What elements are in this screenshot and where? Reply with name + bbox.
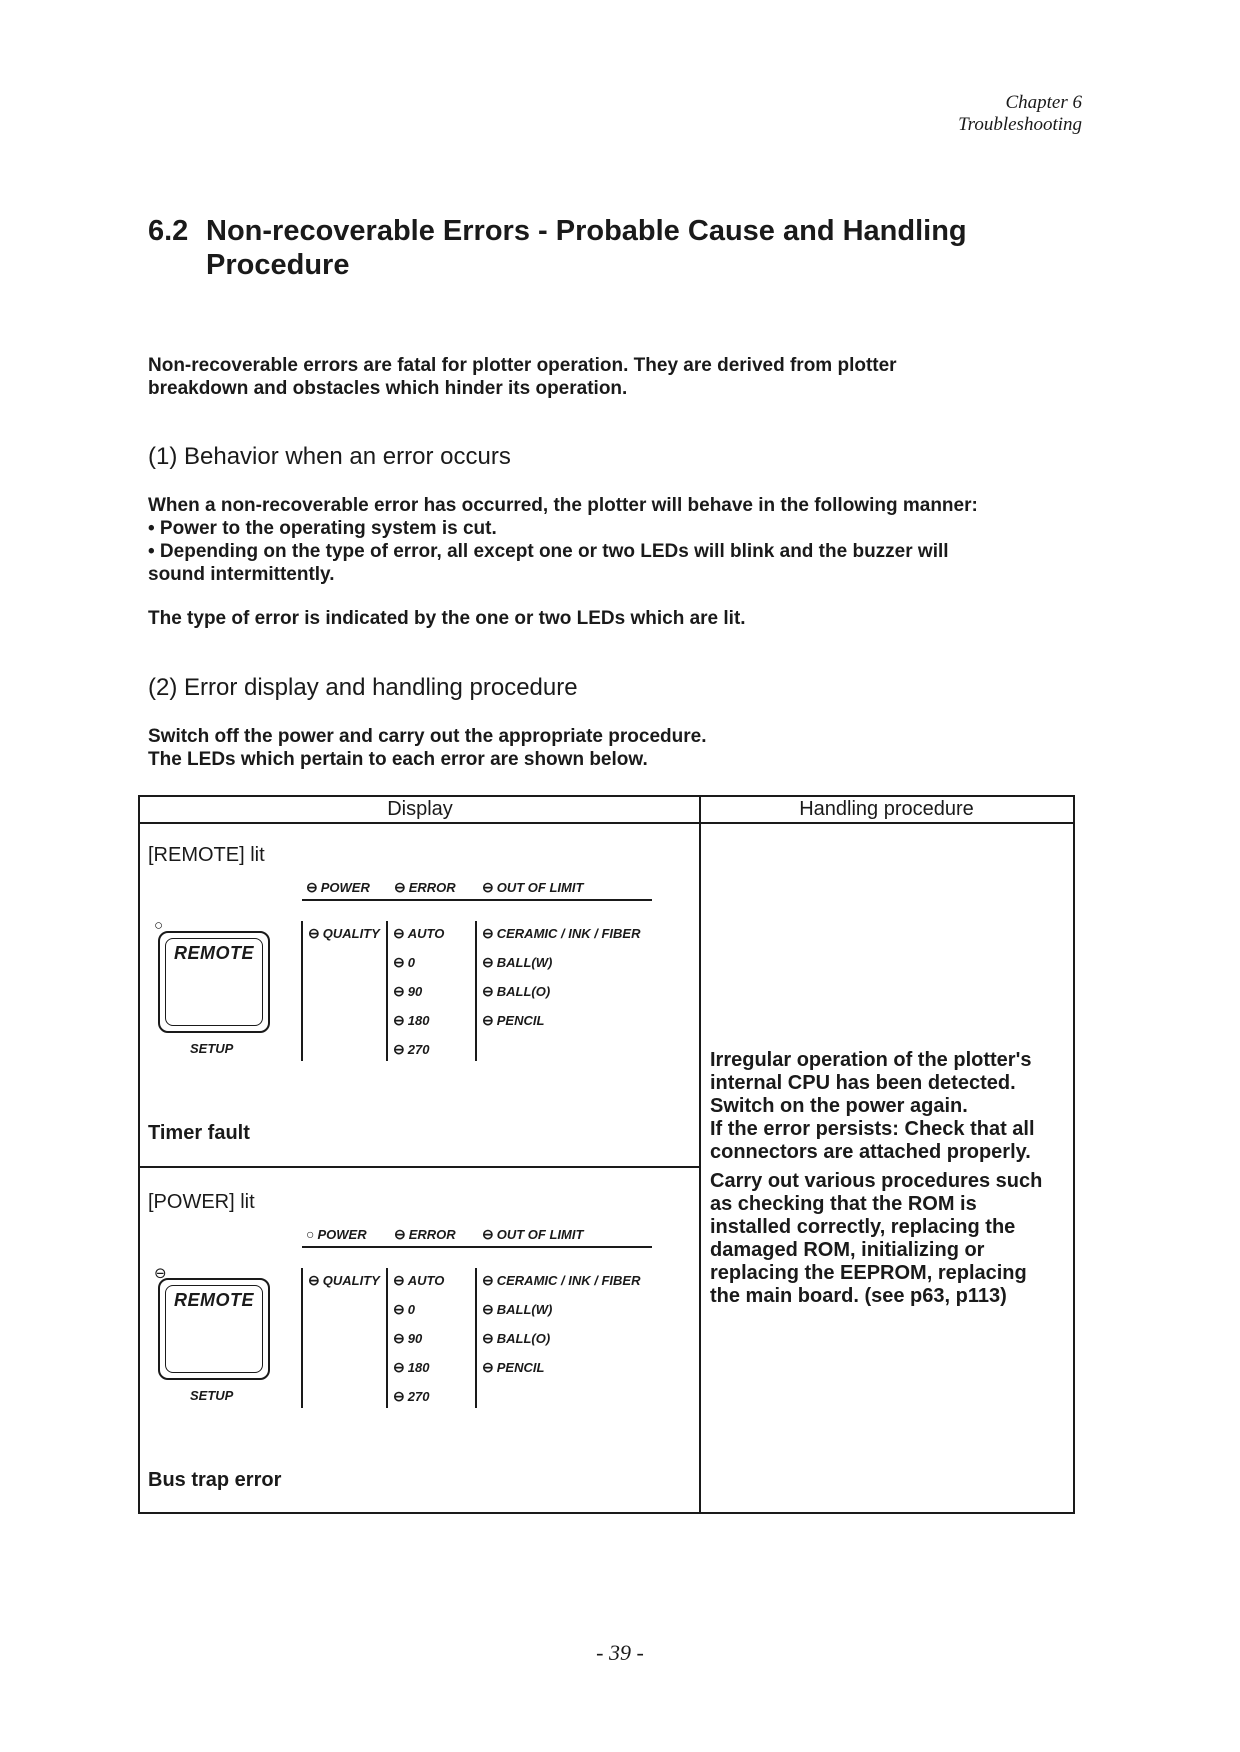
- intro-paragraph: [148, 354, 897, 400]
- intro-line: breakdown and obstacles which hinder its operation.: [148, 378, 628, 399]
- intro-line: Non-recoverable errors are fatal for plotter operation. They are derived from plotter: [148, 355, 897, 376]
- running-header: [958, 92, 1082, 136]
- row-lit-label: [POWER] lit: [148, 1191, 255, 1213]
- col-header-handling: Handling procedure: [700, 797, 1073, 824]
- remote-indicator-off-icon: ○: [154, 917, 164, 934]
- section-title-line2: Procedure: [206, 249, 350, 281]
- handling-line: Carry out various procedures such: [710, 1170, 1043, 1192]
- led-error: ⊖ ERROR: [394, 1226, 456, 1242]
- behavior-paragraph: [148, 494, 978, 586]
- control-panel-diagram: [140, 1226, 700, 1426]
- handling-line: Irregular operation of the plotter's: [710, 1049, 1032, 1071]
- power-led-icon: ⊖: [306, 879, 318, 895]
- error-display-paragraph: [148, 725, 706, 771]
- row-divider: [140, 1166, 700, 1168]
- subheading-behavior: (1) Behavior when an error occurs: [148, 443, 511, 470]
- led-pen: ⊖ CERAMIC / INK / FIBER: [482, 925, 641, 941]
- led-angle: ⊖ AUTO: [393, 925, 445, 941]
- remote-indicator-off-icon: ⊖: [154, 1265, 167, 1282]
- led-power: ○ POWER: [306, 1226, 367, 1242]
- power-led-icon: ○: [306, 1226, 315, 1242]
- error-name: Timer fault: [148, 1122, 250, 1144]
- handling-line: damaged ROM, initializing or: [710, 1239, 985, 1261]
- led-angle: ⊖ AUTO: [393, 1272, 445, 1288]
- behavior-line: When a non-recoverable error has occurred, the plotter will behave in the following manner:: [148, 495, 978, 516]
- led-pen: ⊖ BALL(O): [482, 1330, 551, 1346]
- led-angle: ⊖ 180: [393, 1012, 430, 1028]
- remote-button-label: REMOTE: [174, 943, 255, 963]
- led-pen: ⊖ BALL(W): [482, 954, 553, 970]
- led-pen: ⊖ PENCIL: [482, 1012, 545, 1028]
- led-quality: ⊖ QUALITY: [308, 925, 380, 941]
- error-display-line: Switch off the power and carry out the appropriate procedure.: [148, 726, 707, 747]
- led-angle: ⊖ 0: [393, 954, 415, 970]
- error-display-line: The LEDs which pertain to each error are shown below.: [148, 749, 648, 770]
- setup-label: SETUP: [190, 1388, 234, 1403]
- led-angle: ⊖ 180: [393, 1359, 430, 1375]
- section-title: [148, 214, 967, 282]
- led-angle: ⊖ 90: [393, 1330, 423, 1346]
- handling-line: If the error persists: Check that all: [710, 1118, 1035, 1140]
- led-pen: ⊖ BALL(W): [482, 1301, 553, 1317]
- remote-button: [158, 931, 270, 1033]
- handling-line: Switch on the power again.: [710, 1095, 968, 1117]
- row-lit-label: [REMOTE] lit: [148, 844, 265, 866]
- led-out-of-limit: ⊖ OUT OF LIMIT: [482, 879, 584, 895]
- chapter-label: Chapter 6: [1005, 92, 1082, 113]
- handling-line: connectors are attached properly.: [710, 1141, 1031, 1163]
- error-table: [138, 795, 1075, 1514]
- led-angle: ⊖ 270: [393, 1041, 430, 1057]
- remote-button-label: REMOTE: [174, 1290, 255, 1310]
- handling-line: internal CPU has been detected.: [710, 1072, 1016, 1094]
- error-name: Bus trap error: [148, 1469, 282, 1491]
- led-quality: ⊖ QUALITY: [308, 1272, 380, 1288]
- behavior-line: • Power to the operating system is cut.: [148, 518, 497, 539]
- behavior-line: sound intermittently.: [148, 564, 335, 585]
- handling-line: installed correctly, replacing the: [710, 1216, 1016, 1238]
- handling-line: the main board. (see p63, p113): [710, 1285, 1007, 1307]
- page-number: - 39 -: [596, 1640, 644, 1665]
- led-angle: ⊖ 90: [393, 983, 423, 999]
- behavior-line: • Depending on the type of error, all except one or two LEDs will blink and the buzzer will: [148, 541, 949, 562]
- handling-procedure-text: [710, 1049, 1070, 1308]
- led-angle: ⊖ 0: [393, 1301, 415, 1317]
- chapter-section: Troubleshooting: [958, 114, 1082, 135]
- handling-line: replacing the EEPROM, replacing: [710, 1262, 1027, 1284]
- led-out-of-limit: ⊖ OUT OF LIMIT: [482, 1226, 584, 1242]
- led-pen: ⊖ PENCIL: [482, 1359, 545, 1375]
- col-header-display: Display: [140, 797, 700, 824]
- behavior-note: The type of error is indicated by the one or two LEDs which are lit.: [148, 608, 746, 629]
- setup-label: SETUP: [190, 1041, 234, 1056]
- led-pen: ⊖ BALL(O): [482, 983, 551, 999]
- led-error: ⊖ ERROR: [394, 879, 456, 895]
- remote-button: [158, 1278, 270, 1380]
- led-angle: ⊖ 270: [393, 1388, 430, 1404]
- control-panel-diagram: [140, 879, 700, 1079]
- section-title-line1: Non-recoverable Errors - Probable Cause and Handling: [206, 215, 967, 247]
- led-pen: ⊖ CERAMIC / INK / FIBER: [482, 1272, 641, 1288]
- led-power: ⊖ POWER: [306, 879, 370, 895]
- section-number: 6.2: [148, 215, 189, 247]
- subheading-error-display: (2) Error display and handling procedure: [148, 674, 578, 701]
- handling-line: as checking that the ROM is: [710, 1193, 977, 1215]
